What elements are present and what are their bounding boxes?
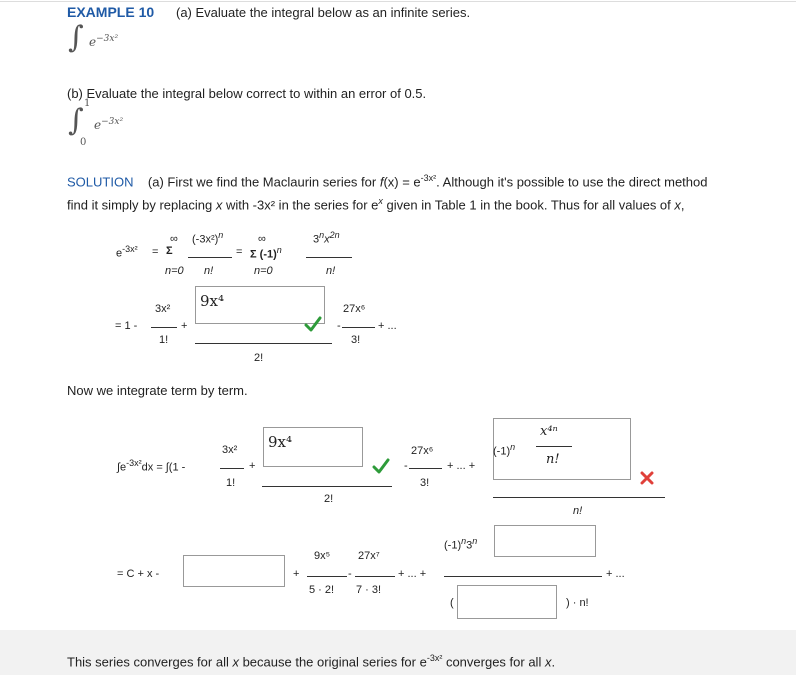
int-term1-denominator: 1! bbox=[226, 477, 236, 489]
result-t1-denominator: 5 · 2! bbox=[309, 584, 335, 596]
integrate-text: Now we integrate term by term. bbox=[67, 383, 248, 398]
part-b-prompt: (b) Evaluate the integral below correct to within an error of 0.5. bbox=[67, 86, 427, 101]
top-divider bbox=[0, 1, 796, 2]
upper-limit: 1 bbox=[84, 98, 91, 109]
fraction-bar-10 bbox=[307, 576, 347, 577]
example-label: EXAMPLE 10 bbox=[67, 4, 155, 20]
integrand-b: $e^{-3x^2}$ bbox=[94, 117, 124, 132]
int-tail: + ... + bbox=[447, 460, 476, 472]
fraction-bar-general-inner bbox=[536, 446, 572, 447]
int-term3-numerator: 27x⁶ bbox=[411, 445, 434, 457]
answer-box-general-value: x⁴ⁿ bbox=[540, 424, 558, 439]
result-tail: + ... + bbox=[398, 568, 427, 580]
fraction-bar-3 bbox=[151, 327, 177, 328]
solution-line-1: SOLUTION (a) First we find the Maclaurin series for $f(x) = e^{-3x^2}$. Although it's possible to use the direct method bbox=[67, 173, 708, 190]
sum2-index: n=0 bbox=[254, 265, 273, 277]
sum2-denominator: n! bbox=[326, 265, 336, 277]
sum1-infinity: ∞ bbox=[170, 233, 178, 245]
minus-1: - bbox=[337, 320, 341, 332]
expansion-tail: + ... bbox=[378, 320, 397, 332]
term1-denominator: 1! bbox=[159, 334, 169, 346]
sum1-denominator: n! bbox=[204, 265, 214, 277]
result-t2-denominator: 7 · 3! bbox=[356, 584, 382, 596]
int-lhs: $\int e^{-3x^2}dx = \int(1$ - bbox=[117, 458, 186, 474]
fraction-bar-12 bbox=[444, 576, 602, 577]
conclusion-text: This series converges for all x because the original series for $e^{-3x^2}$ converges for all x. bbox=[67, 653, 556, 670]
result-plus: + bbox=[293, 568, 300, 580]
check-icon bbox=[304, 316, 322, 332]
fraction-bar-4 bbox=[342, 327, 375, 328]
answer-box-5[interactable] bbox=[457, 585, 557, 619]
integrand-a: $e^{-3x^2}$ bbox=[89, 34, 119, 49]
term3-numerator: 27x⁶ bbox=[343, 303, 366, 315]
answer-box-2-value: 9x⁴ bbox=[268, 433, 293, 451]
sum1-index: n=0 bbox=[165, 265, 184, 277]
sigma-1: Σ bbox=[166, 245, 173, 257]
fraction-bar-6 bbox=[220, 468, 244, 469]
term3-denominator: 3! bbox=[351, 334, 361, 346]
cross-icon bbox=[640, 471, 654, 485]
fraction-bar-8 bbox=[262, 486, 392, 487]
int-term1-numerator: 3x² bbox=[222, 444, 238, 456]
series-lhs: $e^{-3x^2}$ bbox=[116, 244, 138, 260]
result-end: + ... bbox=[606, 568, 625, 580]
fraction-bar-11 bbox=[355, 576, 395, 577]
int-plus: + bbox=[249, 460, 256, 472]
part-a-prompt: (a) Evaluate the integral below as an infinite series. bbox=[176, 5, 471, 20]
int-term2-denominator: 2! bbox=[324, 493, 334, 505]
int-term3-denominator: 3! bbox=[420, 477, 430, 489]
result-open-paren: ( bbox=[450, 597, 454, 609]
answer-box-general-den: n! bbox=[546, 452, 560, 467]
term2-denominator: 2! bbox=[254, 352, 264, 364]
result-t1-numerator: 9x⁵ bbox=[314, 550, 331, 562]
equals-2: = bbox=[236, 246, 243, 258]
term1-numerator: 3x² bbox=[155, 303, 171, 315]
result-coef: $(-1)^n3^n$ bbox=[444, 536, 478, 552]
definite-integral-sign: ∫ bbox=[68, 103, 84, 138]
sigma-2: Σ $(-1)^n$ bbox=[250, 245, 282, 261]
sum1-numerator: $(-3x^2)^n$ bbox=[192, 230, 224, 246]
int-coef: $(-1)^n$ bbox=[493, 442, 516, 458]
equals-1: = bbox=[152, 246, 159, 258]
sum2-numerator: $3^nx^{2n}$ bbox=[313, 230, 340, 246]
sum2-infinity: ∞ bbox=[258, 233, 266, 245]
fraction-bar-1 bbox=[188, 257, 232, 258]
answer-box-3[interactable] bbox=[494, 525, 596, 557]
solution-line-2: find it simply by replacing x with -3x² in the series for $e^x$ given in Table 1 in the book. Thus for all values of x, bbox=[67, 196, 685, 213]
result-close: ) · n! bbox=[566, 597, 589, 609]
int-minus: - bbox=[404, 460, 408, 472]
fraction-bar-7 bbox=[409, 468, 442, 469]
plus-1: + bbox=[181, 320, 188, 332]
result-t2-numerator: 27x⁷ bbox=[358, 550, 380, 562]
check-icon-2 bbox=[372, 458, 390, 474]
fraction-bar-5 bbox=[195, 343, 332, 344]
lower-limit: 0 bbox=[80, 137, 87, 148]
fraction-bar-9 bbox=[493, 497, 665, 498]
expansion-lead: = 1 - bbox=[115, 320, 138, 332]
answer-box-4[interactable] bbox=[183, 555, 285, 587]
answer-box-1-value: 9x⁴ bbox=[200, 292, 225, 310]
int-outer-denominator: n! bbox=[573, 505, 583, 517]
integral-sign: ∫ bbox=[68, 20, 84, 55]
result-lead: = C + x - bbox=[117, 568, 160, 580]
result-minus: - bbox=[348, 568, 352, 580]
fraction-bar-2 bbox=[306, 257, 352, 258]
